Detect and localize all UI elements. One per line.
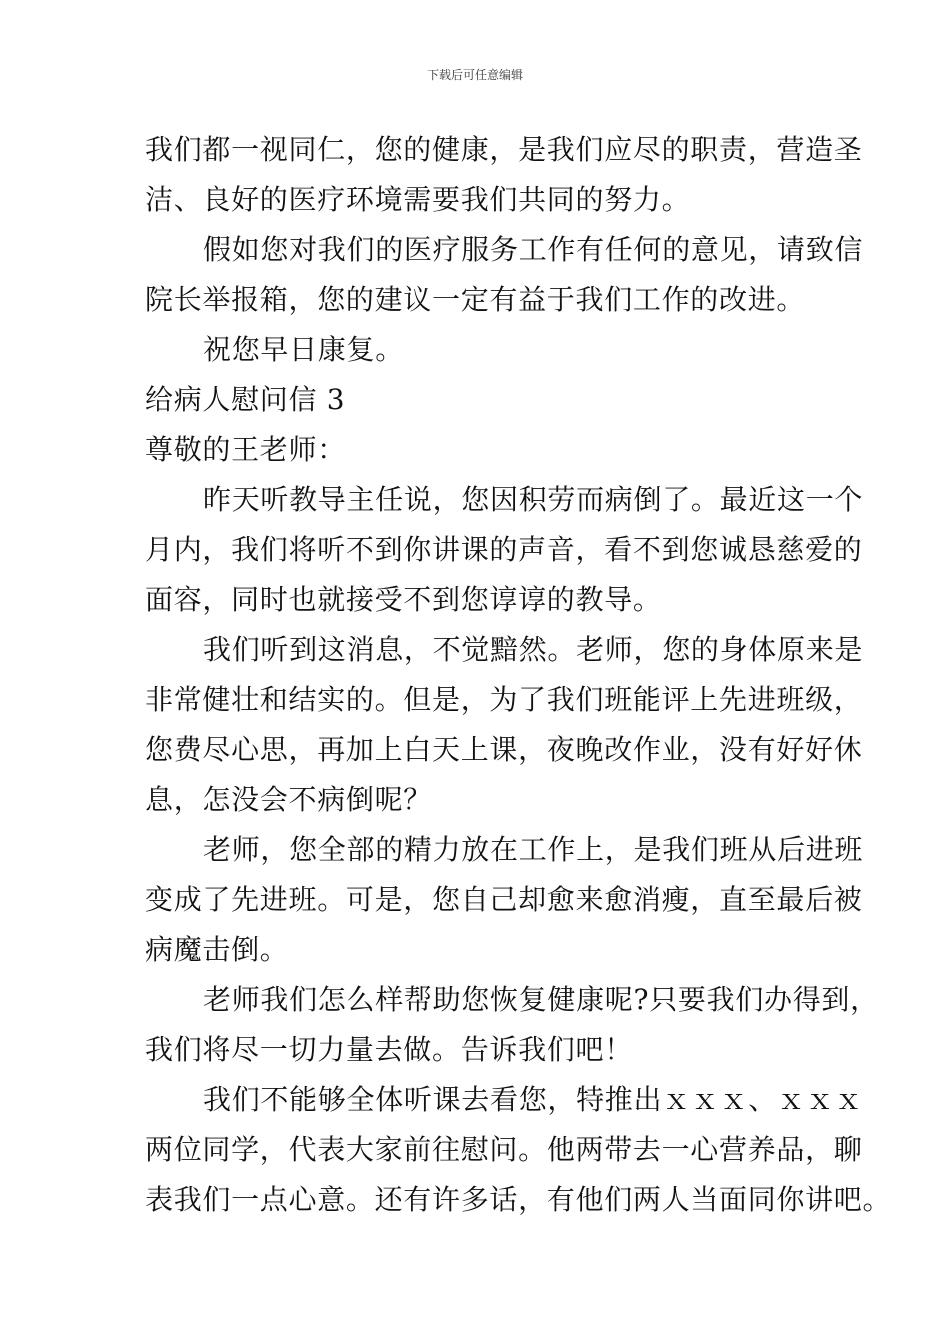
- text-line: 昨天听教导主任说，您因积劳而病倒了。最近这一个: [203, 483, 864, 516]
- text-line: 老师我们怎么样帮助您恢复健康呢?只要我们办得到，: [203, 983, 879, 1016]
- text-line: 我们听到这消息，不觉黯然。老师，您的身体原来是: [203, 633, 864, 666]
- text-line: 给病人慰问信 3: [145, 383, 346, 416]
- text-line: 尊敬的王老师：: [145, 433, 346, 466]
- text-line: 月内，我们将听不到你讲课的声音，看不到您诚恳慈爱的: [145, 533, 863, 566]
- text-line: 非常健壮和结实的。但是，为了我们班能评上先进班级，: [145, 683, 863, 716]
- text-line: 洁、良好的医疗环境需要我们共同的努力。: [145, 183, 691, 216]
- text-line: 祝您早日康复。: [203, 333, 404, 366]
- page-header: 下载后可任意编辑: [426, 68, 523, 82]
- text-line: 我们将尽一切力量去做。告诉我们吧！: [145, 1033, 633, 1066]
- text-line: 您费尽心思，再加上白天上课，夜晚改作业，没有好好休: [145, 733, 863, 766]
- text-line: 我们都一视同仁，您的健康，是我们应尽的职责，营造圣: [145, 133, 863, 166]
- text-line: 面容，同时也就接受不到您谆谆的教导。: [145, 583, 662, 616]
- text-line: 老师，您全部的精力放在工作上，是我们班从后进班: [203, 833, 864, 866]
- text-line: 病魔击倒。: [145, 933, 289, 966]
- text-line: 假如您对我们的医疗服务工作有任何的意见，请致信: [203, 233, 864, 266]
- document-body: [145, 125, 892, 1225]
- text-line: 我们不能够全体听课去看您，特推出ｘｘｘ、ｘｘｘ: [203, 1083, 864, 1116]
- text-line: 表我们一点心意。还有许多话，有他们两人当面同你讲吧。: [145, 1183, 892, 1216]
- text-line: 变成了先进班。可是，您自己却愈来愈消瘦，直至最后被: [145, 883, 863, 916]
- text-line: 两位同学，代表大家前往慰问。他两带去一心营养品，聊: [145, 1133, 863, 1166]
- text-line: 息，怎没会不病倒呢？: [145, 783, 433, 816]
- text-line: 院长举报箱，您的建议一定有益于我们工作的改进。: [145, 283, 806, 316]
